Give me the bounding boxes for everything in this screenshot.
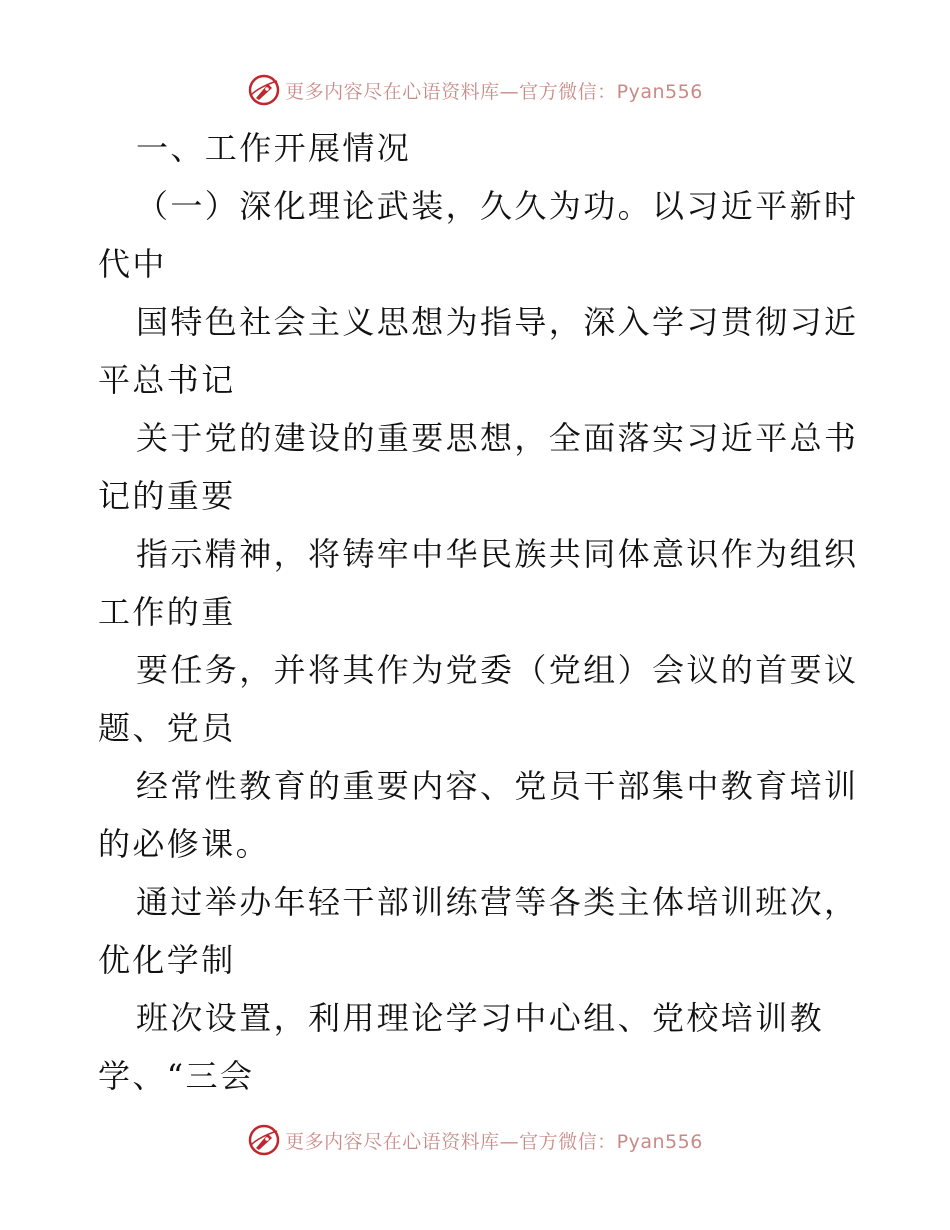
paragraph-line: 学、“三会: [98, 1057, 255, 1095]
paragraph-line: 工作的重: [98, 593, 236, 631]
paragraph-line: 通过举办年轻干部训练营等各类主体培训班次，: [136, 883, 859, 921]
paragraph-line: 题、党员: [98, 709, 236, 747]
paragraph-line: 关于党的建设的重要思想，全面落实习近平总书: [136, 419, 859, 457]
paragraph-line: 代中: [98, 245, 167, 283]
paragraph-line: 班次设置，利用理论学习中心组、党校培训教: [136, 999, 825, 1037]
paragraph-line: 要任务，并将其作为党委（党组）会议的首要议: [136, 651, 859, 689]
pen-nib-logo-icon: [247, 73, 281, 107]
section-heading: 一、工作开展情况: [136, 129, 412, 167]
paragraph-line: 指示精神，将铸牢中华民族共同体意识作为组织: [136, 535, 859, 573]
footer-banner-text: 更多内容尽在心语资料库—官方微信：Pyan556: [285, 1130, 703, 1153]
header-banner: [0, 70, 950, 110]
paragraph-line: 平总书记: [98, 361, 236, 399]
paragraph-line: 记的重要: [98, 477, 236, 515]
paragraph-line: 优化学制: [98, 941, 236, 979]
paragraph-line: 国特色社会主义思想为指导，深入学习贯彻习近: [136, 303, 859, 341]
pen-nib-logo-icon: [247, 1123, 281, 1157]
footer-banner: [0, 1120, 950, 1160]
paragraph-line: 经常性教育的重要内容、党员干部集中教育培训: [136, 767, 859, 805]
paragraph-line: 的必修课。: [98, 825, 271, 863]
paragraph-line: （一）深化理论武装，久久为功。以习近平新时: [136, 187, 859, 225]
header-banner-text: 更多内容尽在心语资料库—官方微信：Pyan556: [285, 80, 703, 103]
